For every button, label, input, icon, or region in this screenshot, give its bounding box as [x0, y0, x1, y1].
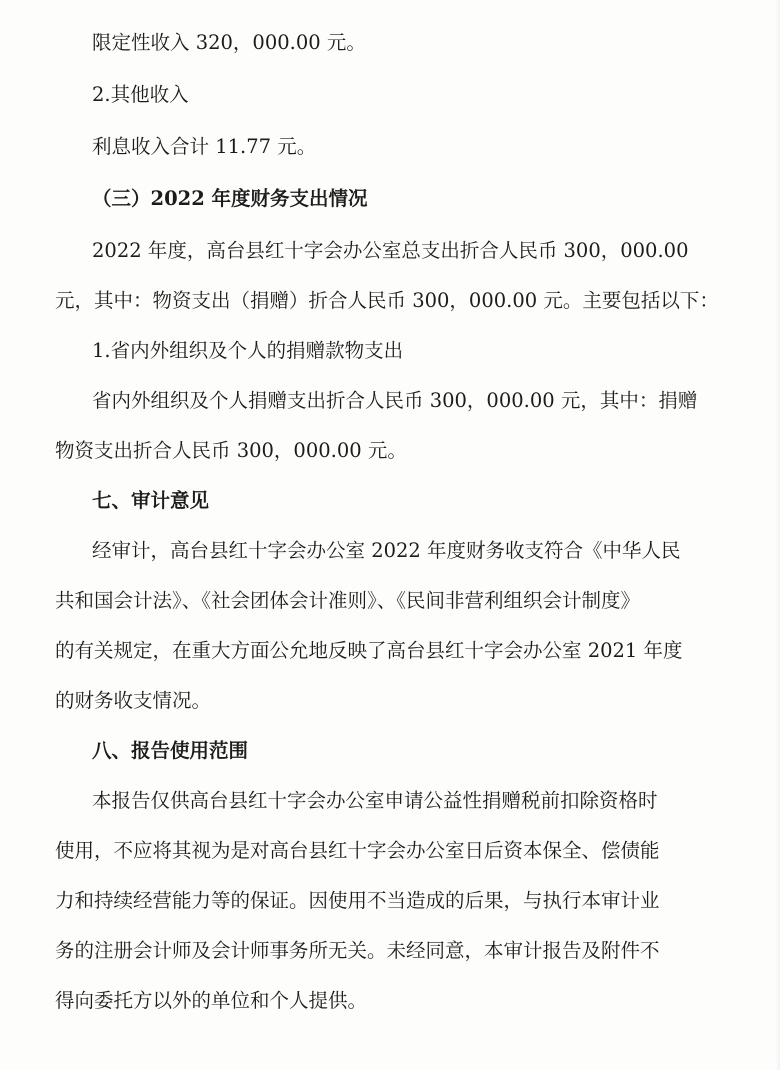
paragraph-line: 元，其中：物资支出（捐赠）折合人民币 300，000.00 元。主要包括以下： [55, 289, 719, 312]
paragraph-line: 物资支出折合人民币 300，000.00 元。 [55, 439, 407, 462]
paragraph-line: 的财务收支情况。 [55, 689, 212, 712]
paragraph-line: 共和国会计法》、《社会团体会计准则》、《民间非营利组织会计制度》 [55, 589, 641, 612]
paragraph-line: 经审计，高台县红十字会办公室 2022 年度财务收支符合《中华人民 [92, 539, 681, 562]
paragraph-line: 2022 年度，高台县红十字会办公室总支出折合人民币 300，000.00 [92, 239, 689, 262]
paragraph-line: 务的注册会计师及会计师事务所无关。未经同意，本审计报告及附件不 [55, 939, 660, 962]
paragraph-line: 2.其他收入 [92, 83, 189, 106]
section-heading: （三）2022 年度财务支出情况 [92, 187, 368, 210]
paragraph-line: 本报告仅供高台县红十字会办公室申请公益性捐赠税前扣除资格时 [92, 789, 658, 812]
paragraph-line: 利息收入合计 11.77 元。 [92, 135, 317, 158]
paragraph-line: 得向委托方以外的单位和个人提供。 [55, 989, 368, 1012]
paragraph-line: 1.省内外组织及个人的捐赠款物支出 [92, 339, 404, 362]
paragraph-line: 力和持续经营能力等的保证。因使用不当造成的后果，与执行本审计业 [55, 889, 660, 912]
section-heading: 八、报告使用范围 [92, 739, 249, 762]
paragraph-line: 省内外组织及个人捐赠支出折合人民币 300，000.00 元，其中：捐赠 [92, 389, 698, 412]
scan-edge-shadow [774, 0, 780, 1070]
section-heading: 七、审计意见 [92, 489, 210, 512]
paragraph-line: 的有关规定，在重大方面公允地反映了高台县红十字会办公室 2021 年度 [55, 639, 683, 662]
paragraph-line: 限定性收入 320，000.00 元。 [92, 31, 366, 54]
paragraph-line: 使用，不应将其视为是对高台县红十字会办公室日后资本保全、偿债能 [55, 839, 660, 862]
